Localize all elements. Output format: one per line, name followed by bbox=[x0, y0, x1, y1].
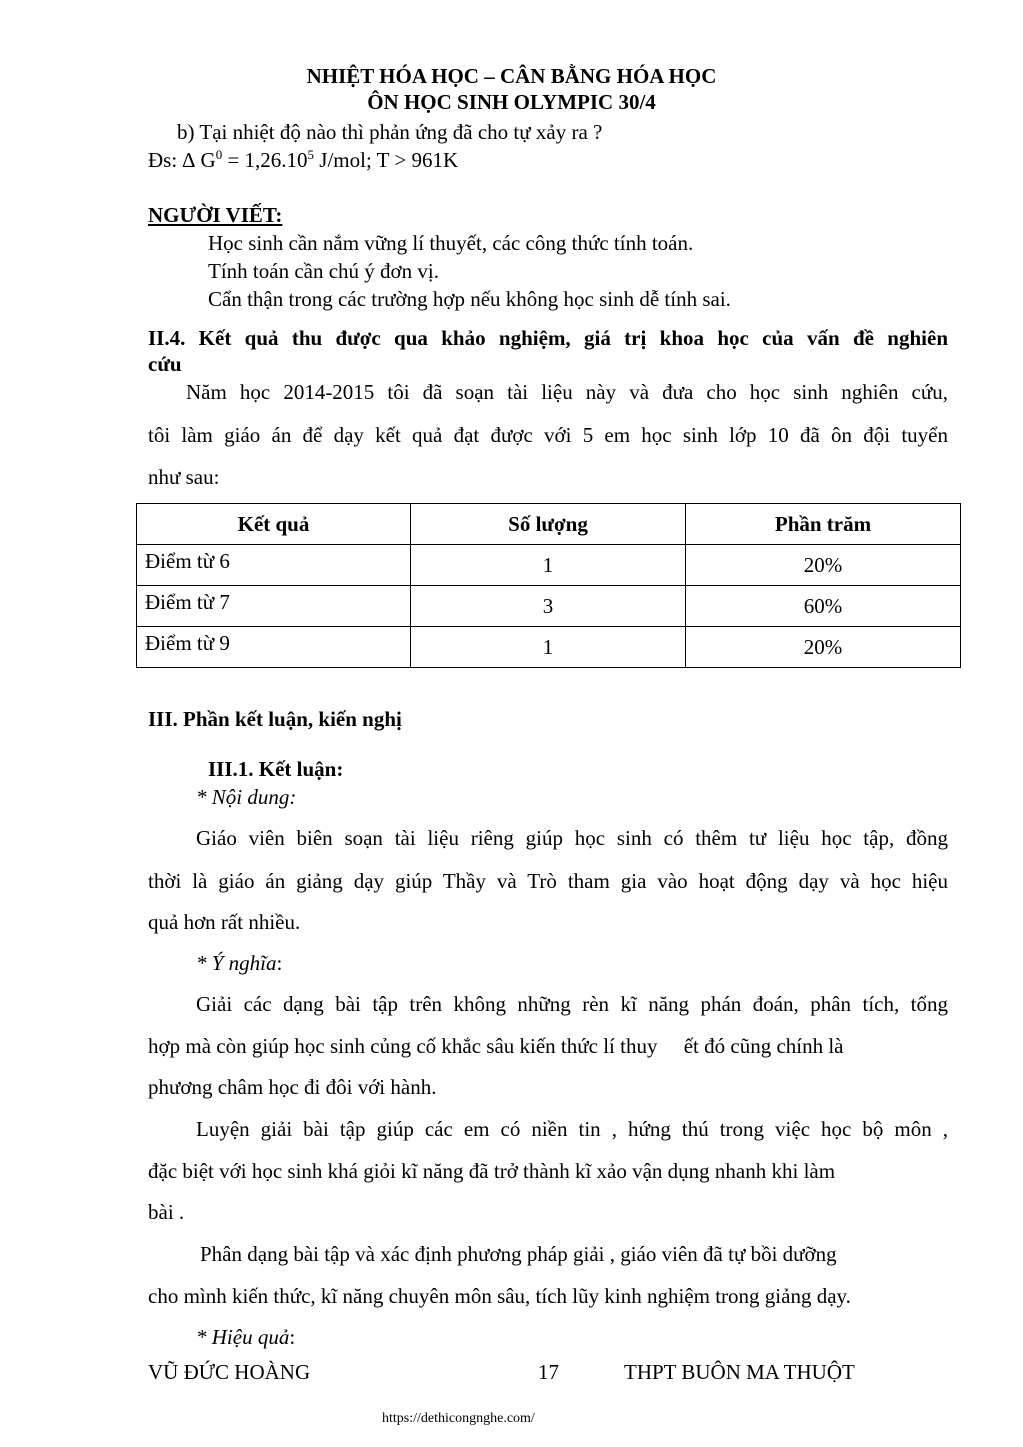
answer-line bbox=[148, 148, 458, 173]
author-note-1: Học sinh cần nắm vững lí thuyết, các công thức tính toán. bbox=[208, 231, 694, 255]
section-ii4-heading-cont: cứu bbox=[148, 352, 182, 376]
paragraph-2-line-2: hợp mà còn giúp học sinh củng cố khắc sâu kiến thức lí thuy ết đó cũng chính là bbox=[148, 1034, 844, 1058]
table-cell: Điểm từ 7 bbox=[137, 586, 411, 627]
hieu-qua-colon: : bbox=[289, 1325, 296, 1349]
table-row bbox=[137, 627, 961, 668]
section-iii1-heading: III.1. Kết luận: bbox=[208, 757, 344, 781]
author-note-2: Tính toán cần chú ý đơn vị. bbox=[208, 259, 439, 283]
paragraph-2-line-1: Giải các dạng bài tập trên không những rèn kĩ năng phán đoán, phân tích, tổng bbox=[196, 992, 948, 1016]
page-subtitle: ÔN HỌC SINH OLYMPIC 30/4 bbox=[367, 90, 656, 114]
section-iii-heading: III. Phần kết luận, kiến nghị bbox=[148, 707, 402, 731]
section-ii4-para-2: tôi làm giáo án để dạy kết quả đạt được với 5 em học sinh lớp 10 đã ôn đội tuyển bbox=[148, 423, 948, 447]
paragraph-3-line-3: bài . bbox=[148, 1200, 185, 1224]
paragraph-3-line-1: Luyện giải bài tập giúp các em có niền tin , hứng thú trong việc học bộ môn , bbox=[196, 1117, 948, 1141]
noi-dung-label: * Nội dung: bbox=[196, 785, 297, 809]
paragraph-3-line-2: đặc biệt với học sinh khá giỏi kĩ năng đã trở thành kĩ xảo vận dụng nhanh khi làm bbox=[148, 1159, 836, 1183]
author-note-3: Cẩn thận trong các trường hợp nếu không học sinh dễ tính sai. bbox=[208, 287, 731, 311]
paragraph-4-line-2: cho mình kiến thức, kĩ năng chuyên môn sâu, tích lũy kinh nghiệm trong giảng dạy. bbox=[148, 1284, 851, 1308]
section-ii4-heading: II.4. Kết quả thu được qua khảo nghiệm, giá trị khoa học của vấn đề nghiên bbox=[148, 326, 948, 350]
question-b: b) Tại nhiệt độ nào thì phản ứng đã cho tự xảy ra ? bbox=[177, 120, 603, 144]
answer-prefix: Đs: ∆ G bbox=[148, 148, 216, 172]
hieu-qua-text: * Hiệu quả bbox=[196, 1325, 290, 1349]
paragraph-2-line-3: phương châm học đi đôi với hành. bbox=[148, 1075, 437, 1099]
page-title: NHIỆT HÓA HỌC – CÂN BẰNG HÓA HỌC bbox=[306, 64, 717, 88]
table-cell: 60% bbox=[686, 586, 961, 627]
results-table bbox=[136, 503, 961, 668]
author-heading: NGƯỜI VIẾT: bbox=[148, 203, 283, 227]
section-ii4-para-1: Năm học 2014-2015 tôi đã soạn tài liệu này và đưa cho học sinh nghiên cứu, bbox=[186, 380, 948, 404]
y-nghia-colon: : bbox=[276, 951, 283, 975]
answer-sup-2: 5 bbox=[307, 147, 315, 162]
table-cell: 1 bbox=[411, 545, 686, 586]
hieu-qua-label bbox=[196, 1325, 295, 1350]
table-header-cell: Kết quả bbox=[137, 504, 411, 545]
table-cell: 20% bbox=[686, 545, 961, 586]
table-cell: 3 bbox=[411, 586, 686, 627]
table-header-cell: Số lượng bbox=[411, 504, 686, 545]
table-cell: 20% bbox=[686, 627, 961, 668]
footer-author: VŨ ĐỨC HOÀNG bbox=[148, 1360, 311, 1384]
answer-suffix: J/mol; T > 961K bbox=[314, 148, 459, 172]
paragraph-1-line-1: Giáo viên biên soạn tài liệu riêng giúp học sinh có thêm tư liệu học tập, đồng bbox=[196, 826, 948, 850]
table-header-row bbox=[137, 504, 961, 545]
table-row bbox=[137, 545, 961, 586]
paragraph-1-line-3: quả hơn rất nhiều. bbox=[148, 910, 301, 934]
y-nghia-label bbox=[196, 951, 282, 976]
table-row bbox=[137, 586, 961, 627]
answer-sup-1: 0 bbox=[215, 147, 223, 162]
paragraph-1-line-2: thời là giáo án giảng dạy giúp Thầy và Trò tham gia vào hoạt động dạy và học hiệu bbox=[148, 869, 948, 893]
footer-school: THPT BUÔN MA THUỘT bbox=[624, 1360, 855, 1384]
y-nghia-text: * Ý nghĩa bbox=[196, 951, 277, 975]
table-header-cell: Phần trăm bbox=[686, 504, 961, 545]
footer-url: https://dethicongnghe.com/ bbox=[382, 1411, 535, 1426]
footer-page-number: 17 bbox=[538, 1360, 559, 1384]
table-cell: 1 bbox=[411, 627, 686, 668]
section-ii4-para-3: như sau: bbox=[148, 465, 220, 489]
table-cell: Điểm từ 6 bbox=[137, 545, 411, 586]
table-cell: Điểm từ 9 bbox=[137, 627, 411, 668]
paragraph-4-line-1: Phân dạng bài tập và xác định phương pháp giải , giáo viên đã tự bồi dưỡng bbox=[200, 1242, 837, 1266]
answer-mid: = 1,26.10 bbox=[222, 148, 308, 172]
